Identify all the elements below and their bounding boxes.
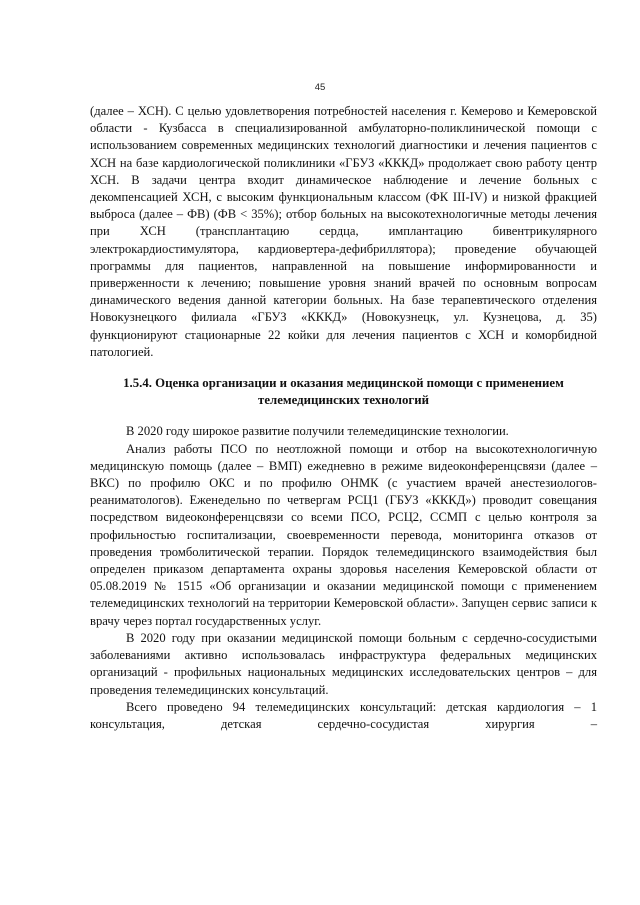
section-heading: 1.5.4. Оценка организации и оказания медицинской помощи с применением телемедицинских технологий <box>123 376 564 408</box>
body-paragraph: Всего проведено 94 телемедицинских консультаций: детская кардиология – 1 консультация, детская сердечно-сосудистая хирургия – <box>90 699 597 731</box>
body-paragraph: В 2020 году широкое развитие получили телемедицинские технологии. <box>126 424 509 439</box>
body-paragraph: В 2020 году при оказании медицинской помощи больным с сердечно-сосудистыми заболеваниями активно использовалась инфраструктура федеральных медицинских организаций - профильных национальных медицинских исследовательских центров – для проведения телемедицинских консультаций. <box>90 630 597 697</box>
page-number: 45 <box>314 82 326 93</box>
page-body <box>90 103 597 733</box>
body-paragraph: Анализ работы ПСО по неотложной помощи и отбор на высокотехнологичную медицинскую помощь (далее – ВМП) ежедневно в режиме видеоконференцсвязи (далее – ВКС) по профилю ОКС и по профилю ОНМК (с участием врачей анестезиологов-реаниматологов). Еженедельно по четвергам РСЦ1 (ГБУЗ «КККД») проводит совещания посредством видеоконференцсвязи со всеми ПСО, РСЦ2, ССМП с целью контроля за профильностью госпитализации, своевременности перевода, мониторинга отказов от проведения тромболитической терапии. Порядок телемедицинского взаимодействия был определен приказом департамента охраны здоровья населения Кемеровской области от 05.08.2019 № 1515 «Об организации и оказании медицинской помощи с применением телемедицинских технологий на территории Кемеровской области». Запущен сервис записи к врачу через портал государственных услуг. <box>90 441 597 628</box>
body-paragraph: (далее – ХСН). С целью удовлетворения потребностей населения г. Кемерово и Кемеровской области - Кузбасса в специализированной амбулаторно-поликлинической помощи с использованием современных медицинских технологий диагностики и лечения пациентов с ХСН на базе кардиологической поликлиники «ГБУЗ «КККД» продолжает свою работу центр ХСН. В задачи центра входит динамическое наблюдение и лечение больных с декомпенсацией ХСН, с высоким функциональным классом (ФК III-IV) и низкой фракцией выброса (далее – ФВ) (ФВ < 35%); отбор больных на высокотехнологичные методы лечения при ХСН (трансплантацию сердца, имплантацию бивентрикулярного электрокардиостимулятора, кардиовертера-дефибриллятора); проведение обучающей программы для пациентов, направленной на повышение информированности и приверженности к лечению; повышение уровня знаний врачей по основным вопросам динамического ведения данной категории больных. На базе терапевтического отделения Новокузнецкого филиала «ГБУЗ «КККД» (Новокузнецк, ул. Кузнецова, д. 35) функционируют стационарные 22 койки для лечения пациентов с ХСН и коморбидной патологией. <box>90 104 597 359</box>
